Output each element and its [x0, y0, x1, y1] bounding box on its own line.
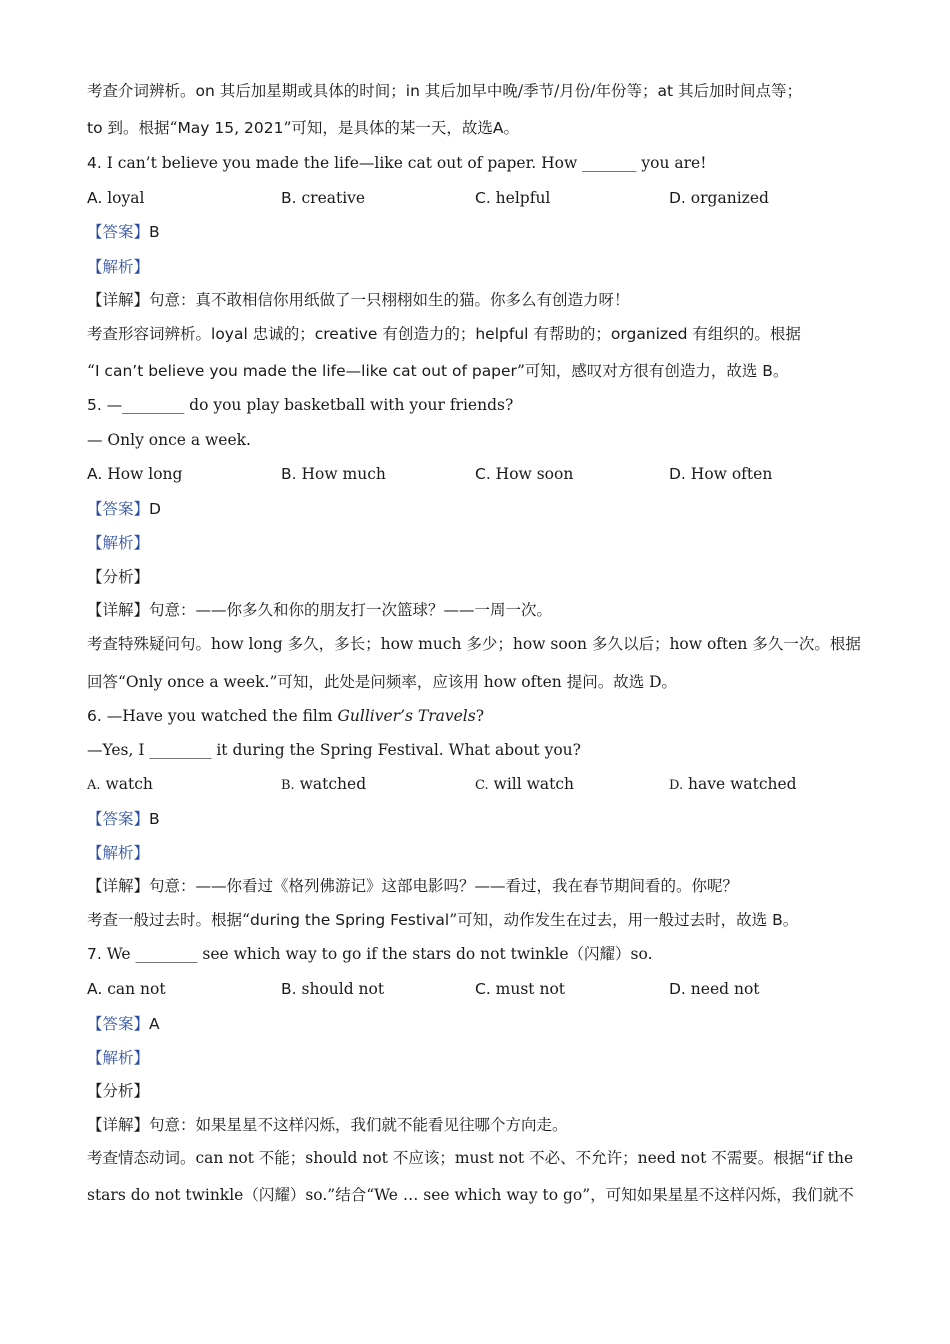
question-4-options [87, 187, 867, 209]
analysis-tag: 【解析】 [87, 258, 150, 276]
option-d: D. have watched [669, 775, 797, 793]
option-c: C. will watch [475, 775, 575, 793]
text: to [87, 119, 103, 137]
question-5-reply: — Only once a week. [87, 431, 251, 449]
explanation-line-1: 考查情态动词。can not 不能；should not 不应该；must not 不必、不允许；need not 不需要。根据“if the [87, 1149, 854, 1167]
text: May 15, 2021 [177, 119, 284, 137]
intro-line-2 [87, 117, 519, 139]
analysis-tag: 【解析】 [87, 1049, 150, 1067]
text: 其后加时间点等； [678, 82, 803, 100]
option-d: D. How often [669, 465, 773, 483]
question-7-options [87, 978, 867, 1000]
detail-line: 【详解】句意：如果星星不这样闪烁，我们就不能看见往哪个方向走。 [87, 1116, 568, 1134]
option-c: C. How soon [475, 465, 574, 483]
answer-line [87, 221, 160, 243]
question-text: I can’t believe you made the life—like cat out of paper. How _______ you are! [101, 154, 707, 172]
option-b: B. watched [281, 775, 367, 793]
detail-line: 【详解】句意：——你多久和你的朋友打一次篮球？——一周一次。 [87, 601, 553, 619]
explanation-line-2: stars do not twinkle（闪耀）so.”结合“We … see which way to go”，可知如果星星不这样闪烁，我们就不 [87, 1186, 854, 1204]
answer-value: B [149, 223, 160, 241]
intro-line-1 [87, 80, 802, 102]
option-d: D. need not [669, 980, 760, 998]
explanation-line-1: 考查一般过去时。根据“during the Spring Festival”可知，动作发生在过去，用一般过去时，故选 B。 [87, 911, 799, 929]
question-6-stem: 6. —Have you watched the film Gulliver’s Travels? [87, 707, 485, 725]
analysis-tag: 【解析】 [87, 534, 150, 552]
answer-line: 【答案】B [87, 810, 160, 828]
question-5-options [87, 463, 867, 485]
text: 其后加早中晚/季节/月份/年份等； [424, 82, 658, 100]
text: at [657, 82, 674, 100]
fenxi-tag: 【分析】 [87, 1082, 150, 1100]
option-d: D. organized [669, 189, 769, 207]
explanation-line-2: “I can’t believe you made the life—like cat out of paper”可知，感叹对方很有创造力，故选 B。 [87, 362, 789, 380]
option-b: B. should not [281, 980, 385, 998]
detail-line: 【详解】句意：——你看过《格列佛游记》这部电影吗？——看过，我在春节期间看的。你呢？ [87, 877, 739, 895]
text: on [195, 82, 215, 100]
answer-line: 【答案】D [87, 500, 161, 518]
option-c: C. helpful [475, 189, 551, 207]
question-6-options [87, 773, 867, 795]
text: 。 [503, 119, 519, 137]
option-a: A. watch [87, 775, 153, 793]
text: ”可知，是具体的某一天，故选 [283, 119, 493, 137]
answer-line: 【答案】A [87, 1015, 160, 1033]
option-b: B. How much [281, 465, 386, 483]
question-number: 4. [87, 154, 102, 172]
option-b: B. creative [281, 189, 366, 207]
analysis-tag: 【解析】 [87, 844, 150, 862]
option-a: A. How long [87, 465, 183, 483]
option-a: A. loyal [87, 189, 145, 207]
explanation-line-2: 回答“Only once a week.”可知，此处是问频率，应该用 how often 提问。故选 D。 [87, 673, 678, 691]
text: A [492, 119, 504, 137]
option-a: A. can not [87, 980, 166, 998]
explanation-line-1: 考查特殊疑问句。how long 多久，多长；how much 多少；how soon 多久以后；how often 多久一次。根据 [87, 635, 861, 653]
text: in [405, 82, 420, 100]
question-7-stem: 7. We ________ see which way to go if the stars do not twinkle（闪耀）so. [87, 945, 653, 963]
answer-tag: 【答案】 [87, 223, 150, 241]
fenxi-tag: 【分析】 [87, 568, 150, 586]
question-6-reply: —Yes, I ________ it during the Spring Festival. What about you? [87, 741, 581, 759]
question-4-stem [87, 152, 706, 174]
text: 其后加星期或具体的时间； [219, 82, 406, 100]
detail-line: 【详解】句意：真不敢相信你用纸做了一只栩栩如生的猫。你多么有创造力呀！ [87, 291, 630, 309]
explanation-line-1: 考查形容词辨析。loyal 忠诚的；creative 有创造力的；helpful 有帮助的；organized 有组织的。根据 [87, 325, 801, 343]
text: 到。根据“ [107, 119, 178, 137]
text: 考查介词辨析。 [87, 82, 196, 100]
question-5-stem: 5. —________ do you play basketball with your friends? [87, 396, 514, 414]
option-c: C. must not [475, 980, 566, 998]
